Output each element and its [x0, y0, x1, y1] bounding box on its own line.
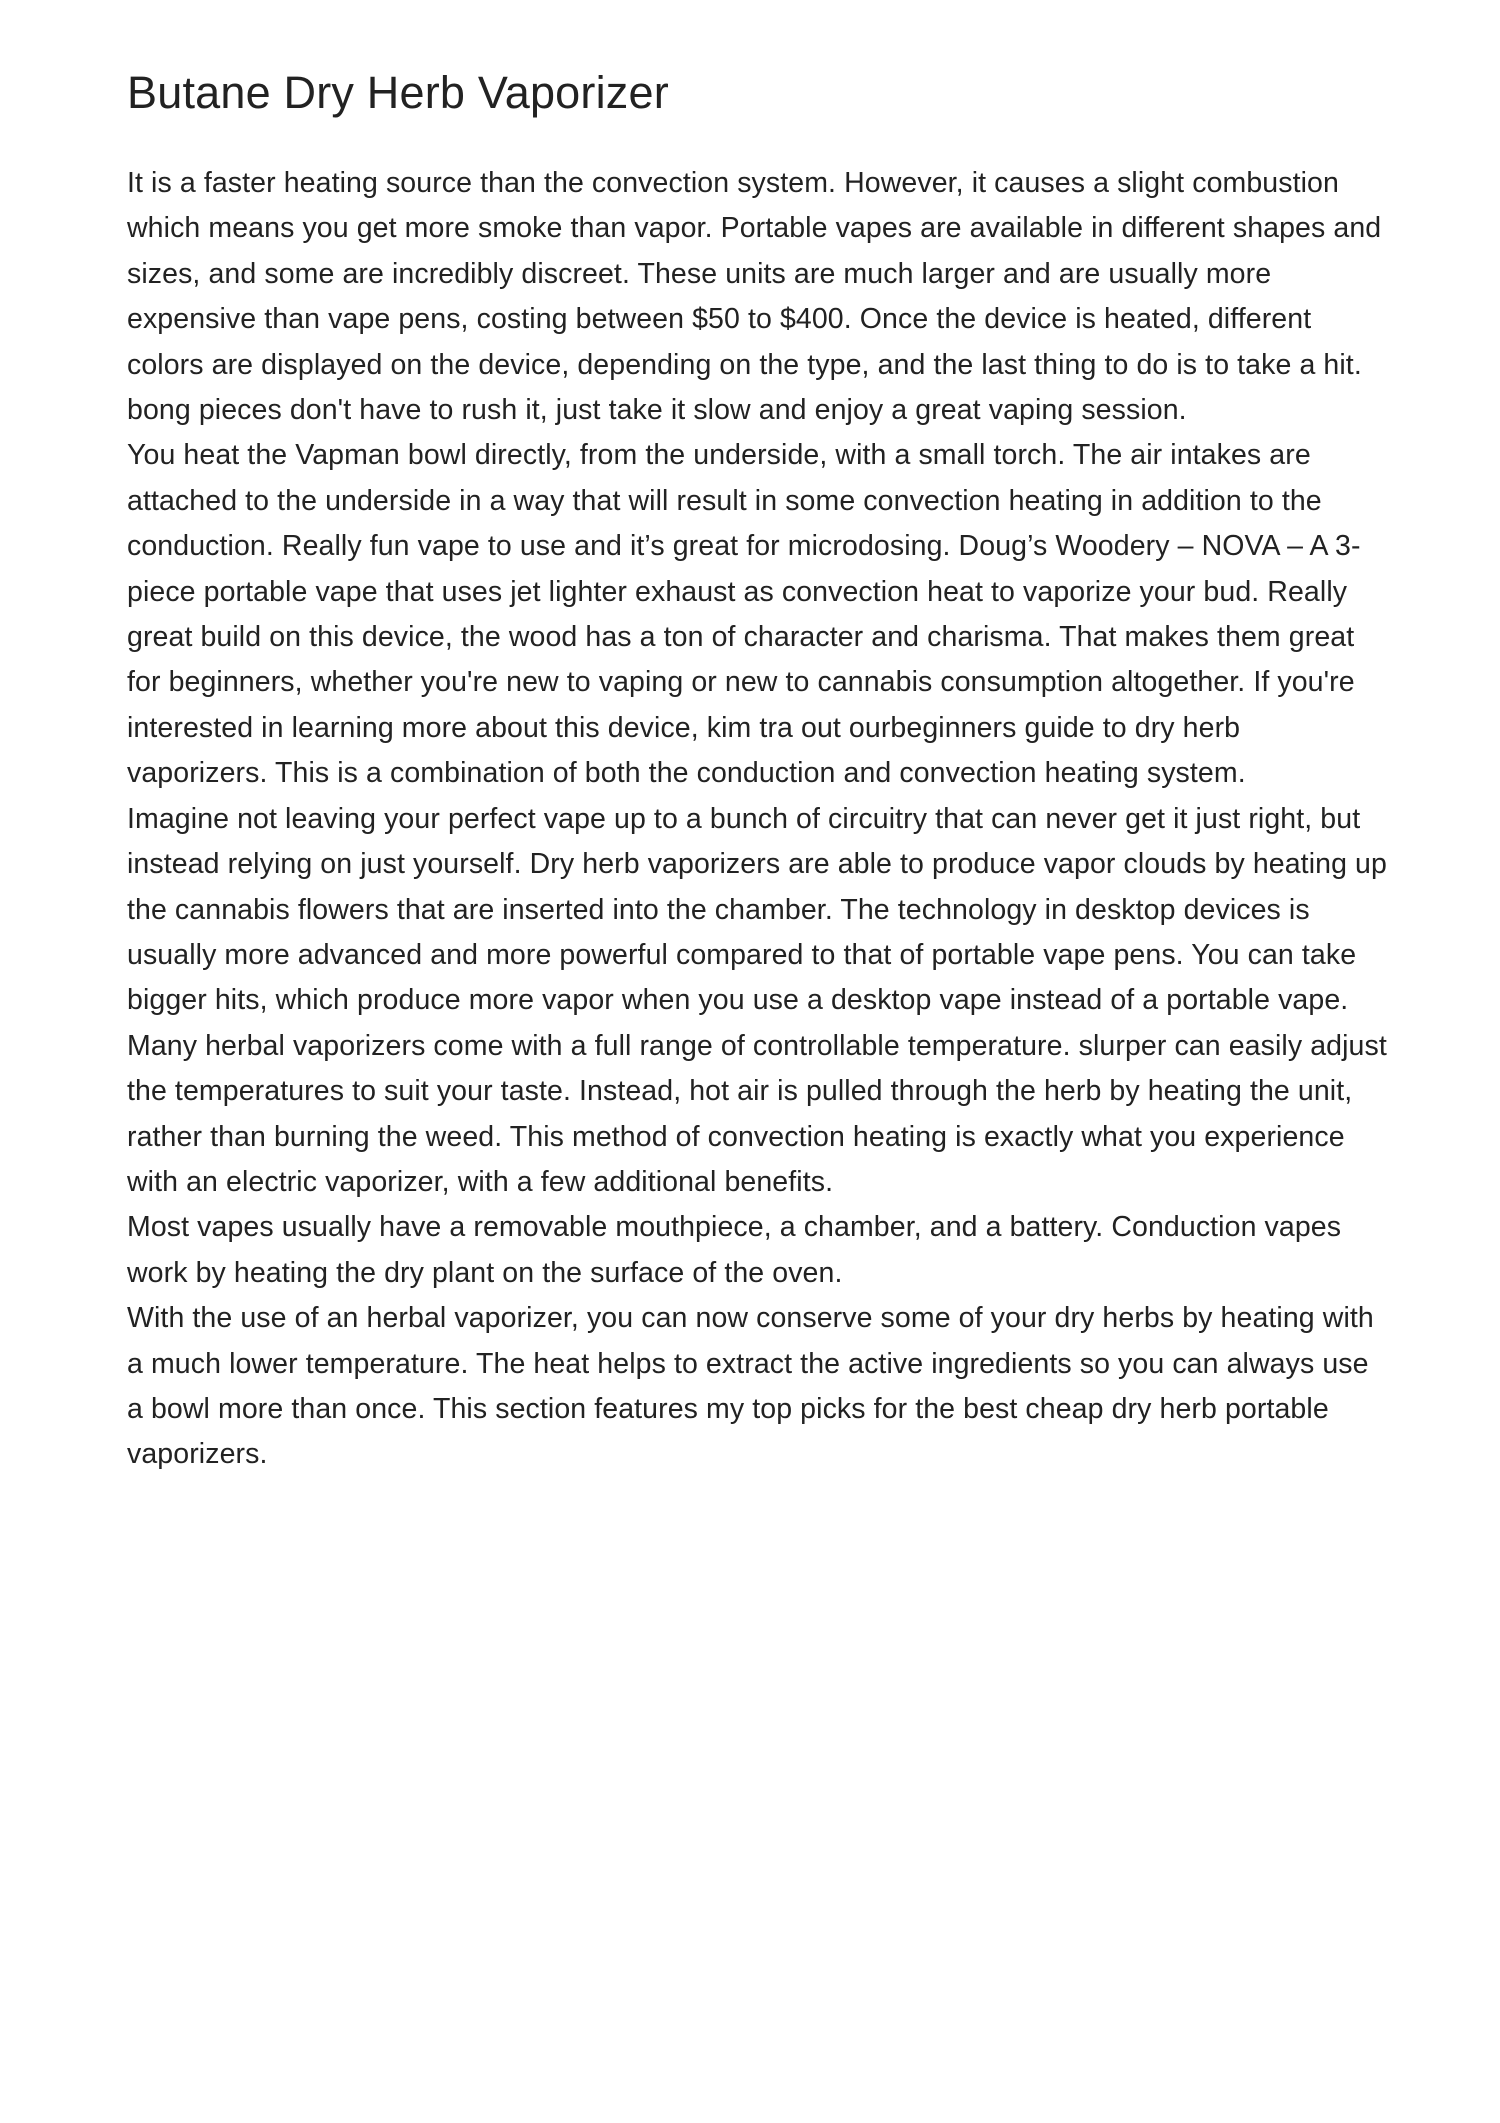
paragraph-3: Imagine not leaving your perfect vape up to a bunch of circuitry that can never get it just right, but instead relying on just yourself. Dry herb vaporizers are able to produce vapor clouds by heating up the cannabis flowers that are inserted into the chamber. The technology in desktop devices is usually more advanced and more powerful compared to that of portable vape pens. You can take bigger hits, which produce more vapor when you use a desktop vape instead of a portable vape. Many herbal vaporizers come with a full range of controllable temperature. slurper can easily adjust the temperatures to suit your taste. Instead, hot air is pulled through the herb by heating the unit, rather than burning the weed. This method of convection heating is exactly what you experience with an electric vaporizer, with a few additional benefits. — [127, 802, 1387, 1198]
paragraph-4: Most vapes usually have a removable mouthpiece, a chamber, and a battery. Conduction vapes work by heating the dry plant on the surface of the oven. — [127, 1211, 1342, 1289]
paragraph-1: It is a faster heating source than the convection system. However, it causes a slight combustion which means you get more smoke than vapor. Portable vapes are available in different shapes and sizes, and some are incredibly discreet. These units are much larger and are usually more expensive than vape pens, costing between $50 to $400. Once the device is heated, different colors are displayed on the device, depending on the type, and the last thing to do is to take a hit. bong pieces don't have to rush it, just take it slow and enjoy a great vaping session. — [127, 167, 1382, 427]
paragraph-5: With the use of an herbal vaporizer, you can now conserve some of your dry herbs by heating with a much lower temperature. The heat helps to extract the active ingredients so you can always use a bowl more than once. This section features my top picks for the best cheap dry herb portable vaporizers. — [127, 1302, 1374, 1471]
page-title: Butane Dry Herb Vaporizer — [127, 67, 669, 118]
paragraph-2: You heat the Vapman bowl directly, from the underside, with a small torch. The air intakes are attached to the underside in a way that will result in some convection heating in addition to the conduction. Really fun vape to use and it’s great for microdosing. Doug’s Woodery – NOVA – A 3-piece portable vape that uses jet lighter exhaust as convection heat to vaporize your bud. Really great build on this device, the wood has a ton of character and charisma. That makes them great for beginners, whether you're new to vaping or new to cannabis consumption altogether. If you're interested in learning more about this device, kim tra out ourbeginners guide to dry herb vaporizers. This is a combination of both the conduction and convection heating system. — [127, 439, 1361, 790]
document-page — [127, 62, 1387, 1478]
